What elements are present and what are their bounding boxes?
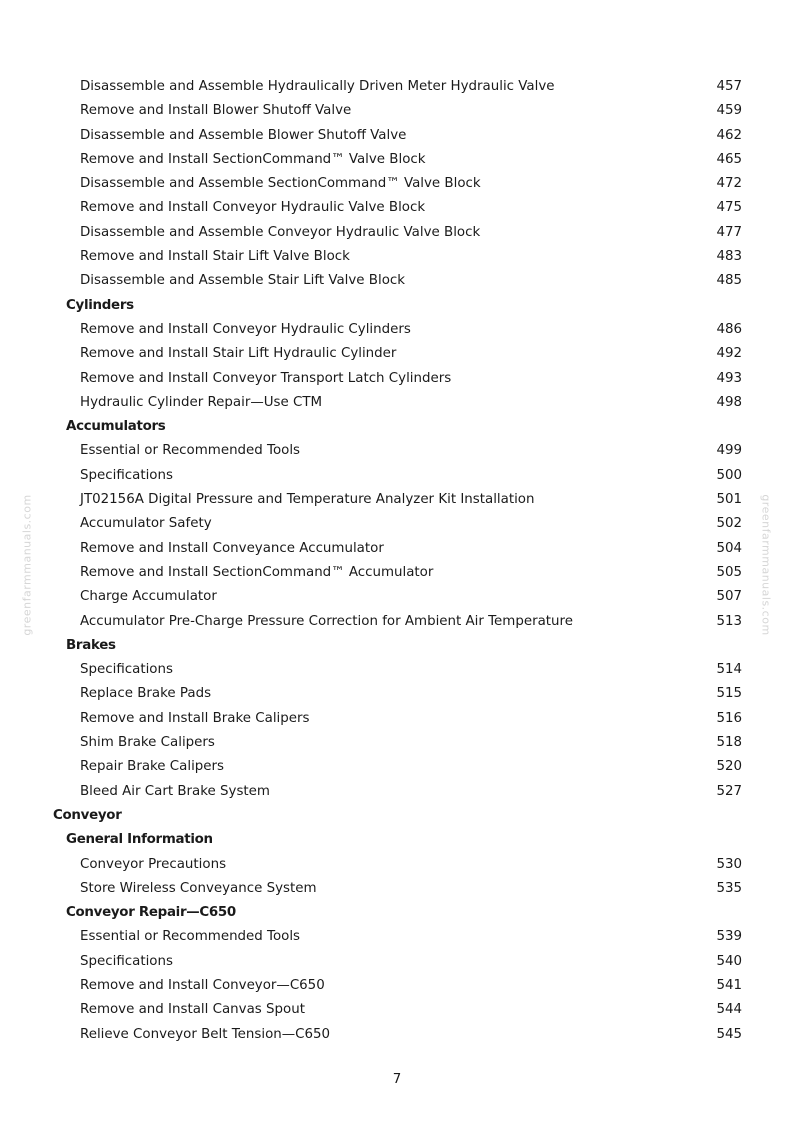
toc-entry-title: Remove and Install Brake Calipers [80, 710, 310, 726]
toc-entry[interactable] [0, 853, 794, 877]
toc-entry-page-number: 530 [716, 856, 742, 872]
toc-entry[interactable] [0, 537, 794, 561]
toc-entry-title: Accumulator Pre-Charge Pressure Correction for Ambient Air Temperature [80, 613, 573, 629]
toc-entry-title: Disassemble and Assemble Blower Shutoff Valve [80, 127, 407, 143]
toc-entry-title: JT02156A Digital Pressure and Temperature Analyzer Kit Installation [80, 492, 535, 508]
toc-entry-page-number: 475 [716, 200, 742, 216]
toc-entry[interactable] [0, 950, 794, 974]
toc-entry-title: Charge Accumulator [80, 589, 217, 605]
toc-entry-title: Accumulator Safety [80, 516, 212, 532]
toc-entry-page-number: 477 [716, 224, 742, 240]
toc-entry[interactable] [0, 780, 794, 804]
toc-entry-title: Hydraulic Cylinder Repair—Use CTM [80, 394, 323, 410]
toc-entry[interactable] [0, 585, 794, 609]
toc-entry-title: Repair Brake Calipers [80, 759, 225, 775]
toc-section-heading [0, 634, 794, 658]
toc-entry-title: Specifications [80, 953, 173, 969]
toc-entry[interactable] [0, 172, 794, 196]
toc-entry[interactable] [0, 391, 794, 415]
toc-entry-title: Essential or Recommended Tools [80, 929, 301, 945]
toc-entry[interactable] [0, 610, 794, 634]
toc-section-heading [0, 804, 794, 828]
toc-entry-page-number: 516 [716, 710, 742, 726]
toc-entry-title: Conveyor Repair—C650 [66, 905, 236, 921]
toc-entry-page-number: 507 [716, 589, 742, 605]
toc-entry-page-number: 457 [716, 79, 742, 94]
toc-entry[interactable] [0, 196, 794, 220]
toc-entry[interactable] [0, 124, 794, 148]
toc-entry-page-number: 544 [716, 1002, 742, 1018]
toc-entry-title: Specifications [80, 467, 173, 483]
toc-section-heading [0, 828, 794, 852]
toc-entry-title: Specifications [80, 662, 173, 678]
toc-entry-page-number: 527 [716, 783, 742, 799]
toc-entry-title: Remove and Install Conveyance Accumulator [80, 540, 384, 556]
toc-entry[interactable] [0, 221, 794, 245]
toc-entry-page-number: 513 [716, 613, 742, 629]
toc-entry-title: Bleed Air Cart Brake System [80, 783, 270, 799]
toc-entry-title: Brakes [66, 637, 116, 653]
toc-section-heading [0, 901, 794, 925]
toc-entry-title: Disassemble and Assemble Conveyor Hydraulic Valve Block [80, 224, 481, 240]
toc-entry-page-number: 514 [716, 662, 742, 678]
toc-entry-page-number: 504 [716, 540, 742, 556]
toc-entry-page-number: 541 [716, 977, 742, 993]
toc-entry-title: Remove and Install Stair Lift Hydraulic Cylinder [80, 346, 397, 362]
toc-entry-title: Conveyor [53, 807, 122, 823]
toc-entry-page-number: 500 [716, 467, 742, 483]
toc-entry-page-number: 545 [716, 1026, 742, 1042]
toc-entry-page-number: 499 [716, 443, 742, 459]
toc-entry[interactable] [0, 488, 794, 512]
toc-entry-title: Remove and Install SectionCommand™ Valve Block [80, 151, 426, 167]
toc-entry-page-number: 535 [716, 880, 742, 896]
toc-entry[interactable] [0, 682, 794, 706]
toc-entry-page-number: 485 [716, 273, 742, 289]
toc-entry[interactable] [0, 99, 794, 123]
toc-entry-page-number: 492 [716, 346, 742, 362]
toc-entry-title: General Information [66, 832, 213, 848]
toc-entry[interactable] [0, 269, 794, 293]
toc-entry-title: Store Wireless Conveyance System [80, 880, 317, 896]
watermark-left: greenfarmmanuals.com [20, 494, 34, 636]
toc-entry[interactable] [0, 658, 794, 682]
toc-entry[interactable] [0, 707, 794, 731]
toc-entry-title: Remove and Install Canvas Spout [80, 1002, 305, 1018]
toc-entry[interactable] [0, 998, 794, 1022]
toc-entry-title: Remove and Install Blower Shutoff Valve [80, 103, 352, 119]
toc-entry[interactable] [0, 464, 794, 488]
toc-entry-page-number: 483 [716, 249, 742, 265]
watermark-right: greenfarmmanuals.com [759, 494, 773, 636]
toc-entry[interactable] [0, 561, 794, 585]
toc-entry-page-number: 520 [716, 759, 742, 775]
toc-entry-page-number: 498 [716, 394, 742, 410]
toc-entry[interactable] [0, 974, 794, 998]
toc-entry[interactable] [0, 755, 794, 779]
toc-entry[interactable] [0, 925, 794, 949]
toc-entry[interactable] [0, 148, 794, 172]
toc-entry[interactable] [0, 318, 794, 342]
toc-entry-page-number: 486 [716, 321, 742, 337]
toc-entry-page-number: 515 [716, 686, 742, 702]
toc-entry-page-number: 505 [716, 564, 742, 580]
toc-entry-page-number: 493 [716, 370, 742, 386]
toc-entry[interactable] [0, 877, 794, 901]
toc-entry[interactable] [0, 367, 794, 391]
toc-entry[interactable] [0, 245, 794, 269]
toc-entry-page-number: 462 [716, 127, 742, 143]
toc-entry-title: Replace Brake Pads [80, 686, 212, 702]
toc-entry[interactable] [0, 75, 794, 99]
toc-entry-title: Disassemble and Assemble Hydraulically Driven Meter Hydraulic Valve [80, 79, 555, 94]
toc-section-heading [0, 294, 794, 318]
toc-entry-title: Remove and Install Conveyor—C650 [80, 977, 325, 993]
page-number: 7 [392, 1072, 402, 1087]
toc-entry-title: Remove and Install SectionCommand™ Accumulator [80, 564, 434, 580]
toc-entry-page-number: 465 [716, 151, 742, 167]
table-of-contents [0, 75, 794, 1047]
toc-entry-title: Remove and Install Stair Lift Valve Block [80, 249, 350, 265]
toc-entry-title: Conveyor Precautions [80, 856, 227, 872]
toc-entry-page-number: 502 [716, 516, 742, 532]
toc-entry[interactable] [0, 342, 794, 366]
toc-entry-title: Essential or Recommended Tools [80, 443, 301, 459]
toc-entry-page-number: 459 [716, 103, 742, 119]
toc-entry[interactable] [0, 731, 794, 755]
toc-entry-page-number: 540 [716, 953, 742, 969]
toc-entry-title: Remove and Install Conveyor Hydraulic Cylinders [80, 321, 411, 337]
toc-entry-page-number: 472 [716, 176, 742, 192]
toc-entry-title: Cylinders [66, 297, 134, 313]
toc-entry-title: Accumulators [66, 419, 166, 435]
toc-entry-title: Disassemble and Assemble SectionCommand™ Valve Block [80, 176, 481, 192]
toc-entry[interactable] [0, 439, 794, 463]
toc-entry-title: Relieve Conveyor Belt Tension—C650 [80, 1026, 331, 1042]
toc-entry[interactable] [0, 512, 794, 536]
toc-entry[interactable] [0, 1023, 794, 1047]
toc-entry-page-number: 501 [716, 492, 742, 508]
toc-entry-title: Remove and Install Conveyor Hydraulic Valve Block [80, 200, 426, 216]
toc-entry-title: Remove and Install Conveyor Transport Latch Cylinders [80, 370, 452, 386]
toc-entry-title: Shim Brake Calipers [80, 735, 215, 751]
toc-section-heading [0, 415, 794, 439]
toc-entry-page-number: 539 [716, 929, 742, 945]
toc-entry-title: Disassemble and Assemble Stair Lift Valve Block [80, 273, 406, 289]
toc-entry-page-number: 518 [716, 735, 742, 751]
